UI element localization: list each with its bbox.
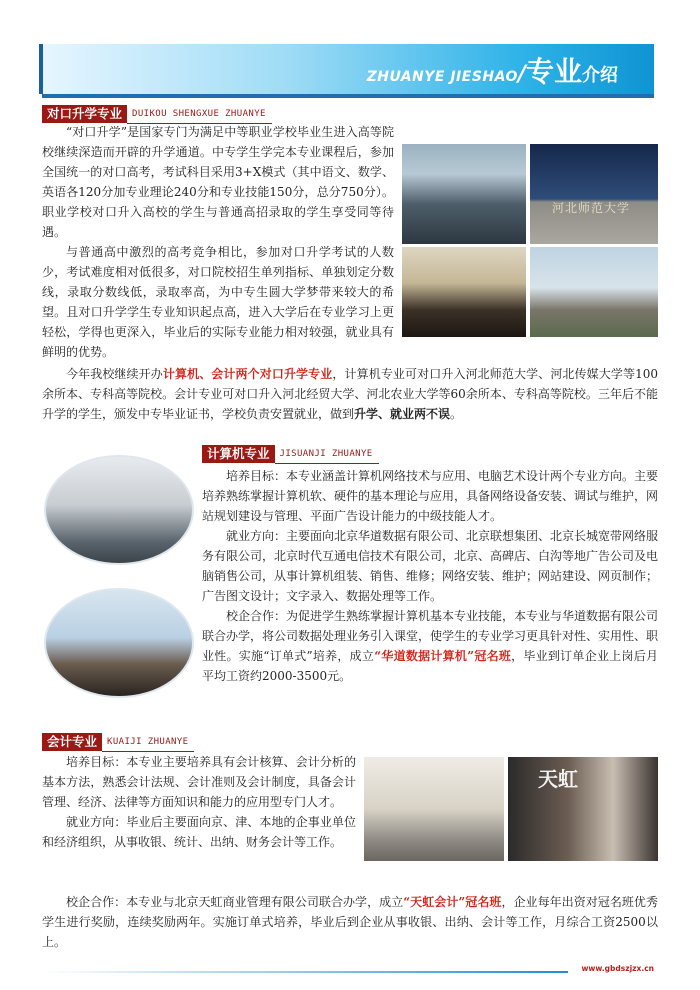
- header-title-suffix: 介绍: [582, 65, 618, 86]
- accounting-classroom-photo: [364, 757, 504, 861]
- paragraph: 培养目标：本专业涵盖计算机网络技术与应用、电脑艺术设计两个专业方向。主要培养熟练掌握计算机软、硬件的基本理论与应用，具备网络设备安装、调试与维护，网站规划建设与管理、平面广告设计能力的中级技能人才。: [202, 469, 659, 523]
- paragraph: [42, 364, 658, 424]
- header-accent-bar: [39, 44, 43, 94]
- page-header-title: [367, 50, 618, 90]
- paragraph: 就业方向：主要面向北京华道数据有限公司、北京联想集团、北京长城宽带网络服务有限公司，北京时代互通电信技术有限公司，北京、高碑店、白沟等地广告公司及电脑销售公司，从事计算机组装、销售、维修；网络安装、维护；网站建设、网页制作；广告图文设计；文字录入、数据处理等工作。: [202, 529, 659, 603]
- store-visit-photo: [508, 757, 658, 861]
- campus-photo: [530, 247, 658, 337]
- text-run: 校企合作：为促进学生熟练掌握计算机基本专业技能，本专业与华道数据有限公司联合办学，将公司数据处理业务引入课堂，使学生的专业学习更具针对性、实用性、职业性。实施“订单式”培养，成立: [202, 609, 659, 663]
- paragraph: [42, 892, 658, 952]
- highlight-text: 计算机、会计两个对口升学专业: [162, 367, 333, 381]
- duikou-text-block: [42, 122, 394, 362]
- text-run: 。: [450, 407, 463, 421]
- gate-sign-text: 河北师范大学: [552, 201, 631, 215]
- section-label: 会计专业: [42, 733, 102, 751]
- section-pinyin: JISUANJI ZHUANYE: [275, 445, 379, 464]
- section-heading-kuaiji: [42, 733, 194, 751]
- highlight-text: “天虹会计”冠名班: [403, 895, 502, 909]
- computer-lab-photo: [402, 144, 526, 244]
- header-underline: [42, 94, 654, 98]
- section-heading-jisuanji: [202, 445, 379, 463]
- page-header-banner: [42, 44, 654, 94]
- footer-website: www.gbdszjzx.cn: [581, 964, 654, 973]
- header-slash: /: [517, 62, 526, 87]
- paragraph: 与普通高中激烈的高考竞争相比，参加对口升学考试的人数少，考试难度相对低很多，对口院校招生单列指标、单独划定分数线，录取分数线低，录取率高，为中专生圆大学梦带来较大的希望。且对口升学学生专业知识起点高，进入大学后在专业学习上更轻松，学得也更深入，毕业后的实际专业能力相对较强，就业具有鲜明的优势。: [42, 245, 394, 359]
- text-run: 今年我校继续开办: [66, 367, 163, 381]
- section-label: 对口升学专业: [42, 105, 127, 123]
- text-run: ，毕业到订单企业上岗后月平均工资约2000-3500元。: [202, 649, 658, 683]
- paragraph: “对口升学”是国家专门为满足中等职业学校毕业生进入高等院校继续深造而开辟的升学通道。中专学生学完本专业课程后，参加全国统一的对口高考，考试科目采用3+X模式（其中语文、数学、英语各120分加专业理论240分和专业技能150分，总分750分）。职业学校对口升入高校的学生与普通高招录取的学生享受同等待遇。: [42, 125, 394, 239]
- kuaiji-text-block: [42, 752, 356, 852]
- section-heading-duikou: [42, 105, 272, 123]
- duikou-summary: [42, 364, 658, 424]
- paragraph: 就业方向：毕业后主要面向京、津、本地的企事业单位和经济组织，从事收银、统计、出纳、财务会计等工作。: [42, 815, 356, 849]
- kuaiji-summary: [42, 892, 658, 952]
- header-pinyin: ZHUANYE JIESHAO: [366, 69, 518, 85]
- classroom-photo: [402, 247, 526, 337]
- text-run: 校企合作：本专业与北京天虹商业管理有限公司联合办学，成立: [66, 895, 404, 909]
- text-run: ，企业每年出资对冠名班优秀学生进行奖励，连续奖励两年。实施订单式培养，毕业后到企业从事收银、出纳、会计等工作，月综合工资2500以上。: [42, 895, 658, 949]
- section-pinyin: DUIKOU SHENGXUE ZHUANYE: [127, 105, 272, 124]
- highlight-text: “华道数据计算机”冠名班: [374, 649, 512, 663]
- jisuanji-text-block: [202, 466, 658, 686]
- header-title-main: 专业: [525, 55, 582, 88]
- text-run: ，计算机专业可对口升入河北师范大学、河北传媒大学等100余所本、专科高等院校。会计专业可对口升入河北经贸大学、河北农业大学等60余所本、专科高等院校。三年后不能升学的学生，颁发中专毕业证书，学校负责安置就业，做到: [42, 367, 658, 421]
- section-label: 计算机专业: [202, 445, 275, 463]
- section-pinyin: KUAIJI ZHUANYE: [102, 733, 194, 752]
- equipment-room-photo: [44, 455, 194, 565]
- bold-text: 升学、就业两不误: [354, 407, 451, 421]
- university-gate-photo: [530, 144, 658, 244]
- paragraph: 培养目标：本专业主要培养具有会计核算、会计分析的基本方法，熟悉会计法规、会计准则及会计制度，具备会计管理、经济、法律等方面知识和能力的应用型专门人才。: [42, 755, 356, 809]
- paragraph: [202, 606, 658, 686]
- store-sign-text: 天虹: [538, 767, 578, 791]
- footer-rule: [42, 971, 568, 973]
- student-photo: [44, 588, 194, 698]
